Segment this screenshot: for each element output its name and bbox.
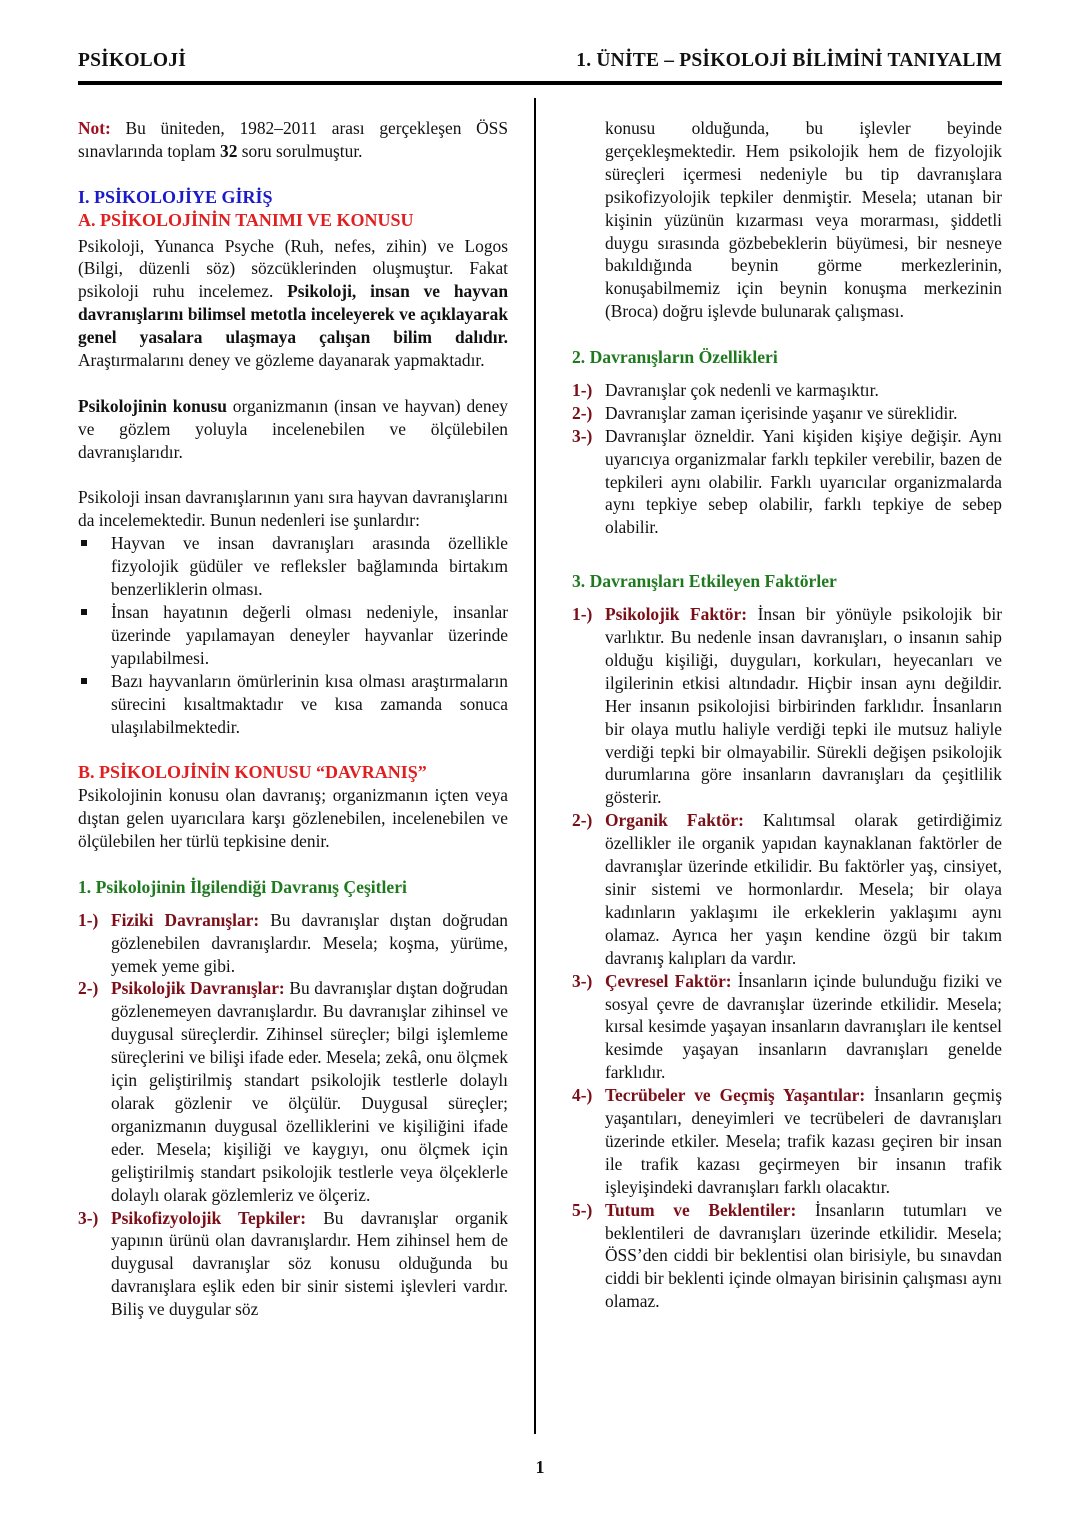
question-count: 32 [220, 140, 238, 161]
note-paragraph: Not: Bu üniteden, 1982–2011 arası gerçekleşen ÖSS sınavlarında toplam 32 soru sorulmuştur. [78, 118, 508, 161]
square-bullet-icon [81, 540, 87, 546]
subsection-title-behavior-types: 1. Psikolojinin İlgilendiği Davranış Çeşitleri [78, 876, 407, 897]
header-rule-divider [78, 81, 1002, 85]
section-title-intro: I. PSİKOLOJİYE GİRİŞ [78, 186, 273, 207]
page-number: 1 [535, 1457, 545, 1477]
continuation-paragraph: konusu olduğunda, bu işlevler beyinde gerçekleşmektedir. Hem psikolojik hem de fizyolojik süreçleri içermesi nedeniyle bu tip davranışlara psikofizyolojik tepkiler denmiştir. Mesela; utanan bir kişinin yüzünün kızarması veya morarması, şiddetli duygu sırasında gözbebeklerin büyümesi, bir nesneye bakıldığında beynin görme merkezlerinin, konuşabilmemiz için beynin konuşma merkezinin (Broca) doğru işlevde bulunarak çalışması. [605, 118, 1002, 322]
header-subject: PSİKOLOJİ [78, 50, 186, 71]
behavior-type-item: 1-) Fiziki Davranışlar: Bu davranışlar dıştan doğrudan gözlenebilen davranışlardır. Mesela; koşma, yürüme, yemek yeme gibi. [78, 909, 509, 976]
reason-list-item: Hayvan ve insan davranışları arasında özellikle fizyolojik güdüler ve refleksler bağlamında birtakım benzerliklerin olması. [78, 532, 508, 601]
reason-list-item: İnsan hayatının değerli olması nedeniyle, insanlar üzerinde yapılamayan deneyler hayvanlar üzerinde yapılabilmesi. [78, 601, 508, 670]
definition-bold: Psikoloji, insan ve hayvan davranışlarını bilimsel metotla inceleyerek ve açıklayarak genel yasalara ulaşmaya çalışan bilim dalıdır. [78, 281, 508, 348]
square-bullet-icon [81, 678, 87, 684]
section-title-definition: A. PSİKOLOJİNİN TANIMI VE KONUSU [78, 209, 414, 230]
intro-paragraph: Psikoloji, Yunanca Psyche (Ruh, nefes, zihin) ve Logos (Bilgi, düzenli söz) sözcüklerinden oluşmuştur. Fakat psikoloji ruhu incelemez. Psikoloji, insan ve hayvan davranışlarını bilimsel metotla inceleyerek ve açıklayarak genel yasalara ulaşmaya çalışan bilim dalıdır. Araştırmalarını deney ve gözleme dayanarak yapmaktadır. [78, 235, 508, 371]
factor-item: 4-) Tecrübeler ve Geçmiş Yaşantılar: İnsanların geçmiş yaşantıları, deneyimleri ve tecrübeleri de davranışları üzerinde etkiler. Mesela; trafik kazası geçiren bir insan ile trafik kazası geçirmeyen bir insanın trafik işleyişindeki davranışları farklı olacaktır. [572, 1085, 1002, 1197]
behavior-type-item: 3-) Psikofizyolojik Tepkiler: Bu davranışlar organik yapının ürünü olan davranışlardır. Hem zihinsel hem de duygusal davranışlar söz konusu olduğunda bu davranışlara eşlik eden bir sinir sistemi işlevleri vardır. Biliş ve duygular söz [78, 1207, 508, 1320]
right-column [572, 117, 1002, 1313]
factor-item: 1-) Psikolojik Faktör: İnsan bir yönüyle psikolojik bir varlıktır. Bu nedenle insan davranışları, o insanın sahip olduğu kişiliği, duyguları, korkuları, heyecanları ve ilgilerinin etkisi altındadır. Hiçbir insan aynı değildir. Her insanın psikolojisi birbirinden farklıdır. İnsanların bir olaya mutlu haliyle verdiği tepki ile mutsuz haliyle verdiği tepki bir olmayabilir. Sürekli değişen psikolojik durumlarına göre insanların davranışları da çeşitlilik gösterir. [572, 604, 1002, 808]
reason-list-item: Bazı hayvanların ömürlerinin kısa olması araştırmaların sürecini kısaltmaktadır ve kısa zamanda sonuca ulaşılabilmektedir. [78, 670, 508, 739]
subsection-title-properties: 2. Davranışların Özellikleri [572, 347, 778, 368]
section-title-behavior: B. PSİKOLOJİNİN KONUSU “DAVRANIŞ” [78, 762, 427, 783]
factor-item: 2-) Organik Faktör: Kalıtımsal olarak getirdiğimiz özellikler ile organik yapıdan kaynaklanan faktörler de davranışlar üzerinde etkilidir. Bu faktörler yaş, cinsiyet, sinir sistemi ve hormonlardır. Mesela; bir olaya kadınların yaklaşımı ile erkeklerin yaklaşımı aynı olamaz. Ayrıca her yaşın kendine özgü bir takım davranış kalıpları da vardır. [572, 810, 1002, 968]
behavior-type-item: 2-) Psikolojik Davranışlar: Bu davranışlar dıştan doğrudan gözlenemeyen davranışlardır. Bu davranışlar zihinsel ve duygusal süreçlerdir. Zihinsel süreçler; bilgi işlemleme süreçlerini ve bilişi ifade eder. Mesela; zekâ, onu ölçmek için geliştirilmiş standart psikolojik testlerle dolaylı olarak gözlenir ve ölçülür. Duygusal süreçler; organizmanın duygusal özelliklerini ve kişiliğini ifade eder. Mesela; kişiliği ve kaygıyı, onu ölçmek için geliştirilmiş standart psikolojik testlerle veya ölçeklerle dolaylı olarak gözlemleriz ve ölçeriz. [78, 978, 508, 1205]
behavior-definition: Psikolojinin konusu olan davranış; organizmanın içten veya dıştan gelen uyarıcılara karşı gözlenebilen, incelenebilen ve ölçülebilen her türlü tepkisine denir. [78, 785, 508, 852]
factor-item: 5-) Tutum ve Beklentiler: İnsanların tutumları ve beklentileri de davranışları üzerinde etkilidir. Mesela; ÖSS’den ciddi bir beklentisi olan birisiyle, bu sınavdan ciddi bir beklenti içinde olmayan birisinin çalışması aynı olamaz. [572, 1199, 1002, 1312]
animals-paragraph: Psikoloji insan davranışlarının yanı sıra hayvan davranışlarını da incelemektedir. Bunun nedenleri ise şunlardır: [78, 487, 508, 531]
property-item: 3-) Davranışlar özneldir. Yani kişiden kişiye değişir. Aynı uyarıcıya organizmalar farklı tepkiler verebilir, bazen de tepkileri aynı olabilir. Farklı uyarıcılar organizmalarda aynı tepkiye sebep olabilir, farklı tepkiye de sebep olabilir. [572, 425, 1002, 538]
subject-paragraph: Psikolojinin konusu organizmanın (insan ve hayvan) deney ve gözlem yoluyla incelenebilen ve ölçülebilen davranışlarıdır. [78, 395, 508, 462]
note-label: Not: [78, 118, 111, 138]
subsection-title-factors: 3. Davranışları Etkileyen Faktörler [572, 571, 837, 592]
column-divider [534, 98, 536, 1434]
left-column [78, 117, 508, 1321]
property-item: 1-) Davranışlar çok nedenli ve karmaşıktır. [572, 379, 879, 400]
property-item: 2-) Davranışlar zaman içerisinde yaşanır ve süreklidir. [572, 402, 958, 423]
header-unit-title: 1. ÜNİTE – PSİKOLOJİ BİLİMİNİ TANIYALIM [576, 50, 1002, 71]
factor-item: 3-) Çevresel Faktör: İnsanların içinde bulunduğu fiziki ve sosyal çevre de davranışlar üzerinde etkilidir. Mesela; kırsal kesimde yaşayan insanların davranışları ile kentsel kesimde yaşayan insanların davranışları genelde farklıdır. [572, 970, 1002, 1083]
square-bullet-icon [81, 609, 87, 615]
